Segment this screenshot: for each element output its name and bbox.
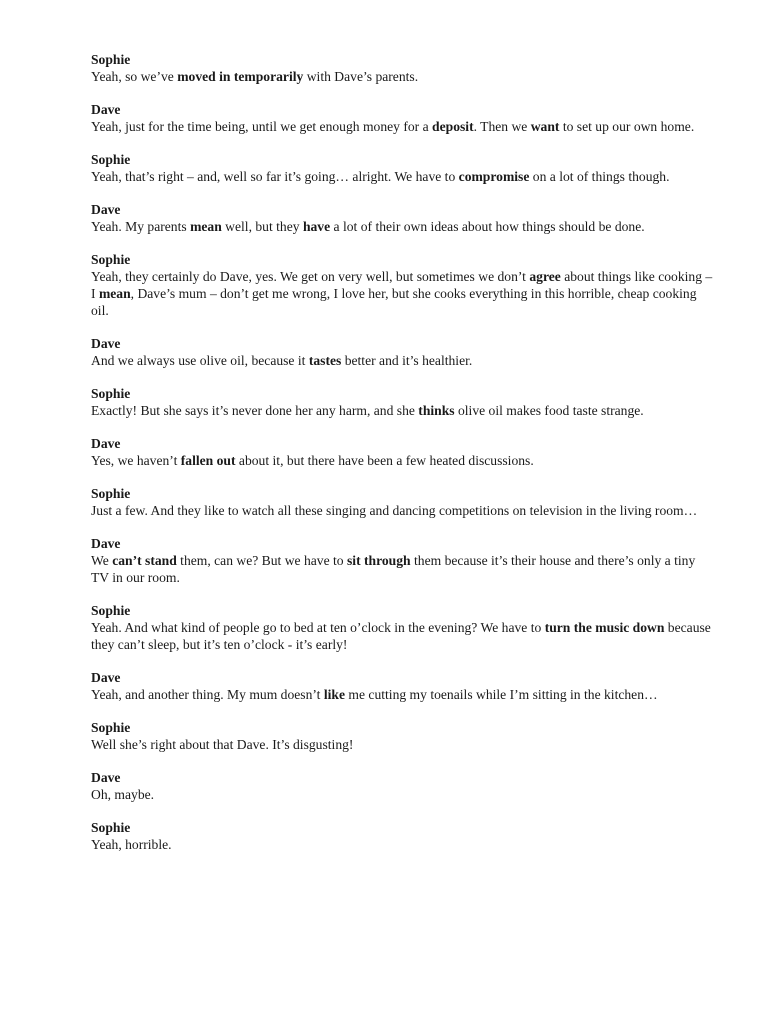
dialogue-turn	[91, 251, 715, 319]
dialogue-text: Yes, we haven’t	[91, 453, 181, 468]
dialogue-turn	[91, 435, 715, 469]
dialogue-line	[91, 68, 715, 85]
bold-vocabulary-phrase: mean	[190, 219, 222, 234]
dialogue-text: Yeah, they certainly do Dave, yes. We get on very well, but sometimes we don’t	[91, 269, 530, 284]
dialogue-text: Yeah, so we’ve	[91, 69, 178, 84]
dialogue-text: about things like cooking – I	[91, 269, 713, 301]
dialogue-line	[91, 402, 715, 419]
dialogue-text: about it, but there have been a few heated discussions.	[235, 453, 534, 468]
dialogue-text: them because it’s their house and there’s only a tiny TV in our room.	[91, 553, 696, 585]
dialogue-line	[91, 502, 715, 519]
dialogue-text: We	[91, 553, 113, 568]
speaker-name: Sophie	[91, 52, 131, 67]
bold-vocabulary-phrase: deposit	[432, 119, 474, 134]
dialogue-line	[91, 268, 715, 319]
bold-vocabulary-phrase: like	[323, 687, 345, 702]
dialogue-text: And we always use olive oil, because it	[91, 353, 309, 368]
bold-vocabulary-phrase: can’t stand	[112, 553, 177, 568]
dialogue-text: Exactly! But she says it’s never done her any harm, and she	[91, 403, 419, 418]
dialogue-line	[91, 168, 715, 185]
dialogue-text: a lot of their own ideas about how things should be done.	[330, 219, 645, 234]
speaker-name: Sophie	[91, 603, 131, 618]
dialogue-line	[91, 352, 715, 369]
dialogue-turn	[91, 669, 715, 703]
dialogue-line	[91, 552, 715, 586]
speaker-name: Sophie	[91, 820, 131, 835]
speaker-name: Dave	[91, 670, 121, 685]
dialogue-text: Yeah, horrible.	[91, 837, 172, 852]
dialogue-turn	[91, 819, 715, 853]
bold-vocabulary-phrase: tastes	[308, 353, 342, 368]
dialogue-text: Well she’s right about that Dave. It’s disgusting!	[91, 737, 354, 752]
dialogue-turn	[91, 485, 715, 519]
dialogue-line	[91, 118, 715, 135]
dialogue-turn	[91, 535, 715, 586]
dialogue-line	[91, 218, 715, 235]
dialogue-line	[91, 736, 715, 753]
dialogue-turn	[91, 769, 715, 803]
bold-vocabulary-phrase: mean	[98, 286, 131, 301]
bold-vocabulary-phrase: compromise	[458, 169, 530, 184]
dialogue-turn	[91, 151, 715, 185]
dialogue-turn	[91, 602, 715, 653]
dialogue-text: Yeah, just for the time being, until we get enough money for a	[91, 119, 433, 134]
bold-vocabulary-phrase: sit through	[347, 553, 411, 568]
speaker-name: Sophie	[91, 152, 131, 167]
dialogue-text: on a lot of things though.	[529, 169, 670, 184]
dialogue-turn	[91, 51, 715, 85]
dialogue-line	[91, 619, 715, 653]
speaker-name: Dave	[91, 436, 121, 451]
dialogue-turn	[91, 101, 715, 135]
dialogue-turn	[91, 335, 715, 369]
dialogue-text: Just a few. And they like to watch all these singing and dancing competitions on television in the living room…	[91, 503, 698, 518]
speaker-name: Sophie	[91, 720, 131, 735]
dialogue-line	[91, 686, 715, 703]
speaker-name: Dave	[91, 770, 121, 785]
dialogue-text: Oh, maybe.	[91, 787, 155, 802]
dialogue-text: well, but they	[221, 219, 303, 234]
bold-vocabulary-phrase: moved in temporarily	[177, 69, 304, 84]
dialogue-text: Yeah. And what kind of people go to bed at ten o’clock in the evening? We have to	[91, 620, 545, 635]
dialogue-text: Yeah, that’s right – and, well so far it’s going… alright. We have to	[91, 169, 459, 184]
speaker-name: Sophie	[91, 252, 131, 267]
dialogue-turn	[91, 385, 715, 419]
dialogue-line	[91, 452, 715, 469]
dialogue-text: Yeah, and another thing. My mum doesn’t	[91, 687, 324, 702]
dialogue-text: , Dave’s mum – don’t get me wrong, I love her, but she cooks everything in this horrible, cheap cooking oil.	[91, 286, 697, 318]
dialogue-text: because they can’t sleep, but it’s ten o’clock - it’s early!	[91, 620, 711, 652]
dialogue-text: better and it’s healthier.	[341, 353, 473, 368]
speaker-name: Sophie	[91, 486, 131, 501]
dialogue-text: them, can we? But we have to	[176, 553, 348, 568]
speaker-name: Dave	[91, 202, 121, 217]
dialogue-text: with Dave’s parents.	[303, 69, 419, 84]
dialogue-page	[91, 51, 715, 869]
speaker-name: Dave	[91, 336, 121, 351]
dialogue-text: olive oil makes food taste strange.	[454, 403, 644, 418]
dialogue-text: Yeah. My parents	[91, 219, 191, 234]
bold-vocabulary-phrase: turn the music down	[544, 620, 665, 635]
bold-vocabulary-phrase: have	[302, 219, 331, 234]
dialogue-line	[91, 836, 715, 853]
bold-vocabulary-phrase: want	[530, 119, 560, 134]
speaker-name: Sophie	[91, 386, 131, 401]
dialogue-line	[91, 786, 715, 803]
dialogue-text: . Then we	[473, 119, 531, 134]
speaker-name: Dave	[91, 536, 121, 551]
dialogue-turn	[91, 719, 715, 753]
bold-vocabulary-phrase: thinks	[418, 403, 455, 418]
dialogue-text: to set up our own home.	[559, 119, 695, 134]
dialogue-turn	[91, 201, 715, 235]
dialogue-text: me cutting my toenails while I’m sitting in the kitchen…	[345, 687, 658, 702]
speaker-name: Dave	[91, 102, 121, 117]
bold-vocabulary-phrase: fallen out	[180, 453, 236, 468]
bold-vocabulary-phrase: agree	[529, 269, 561, 284]
